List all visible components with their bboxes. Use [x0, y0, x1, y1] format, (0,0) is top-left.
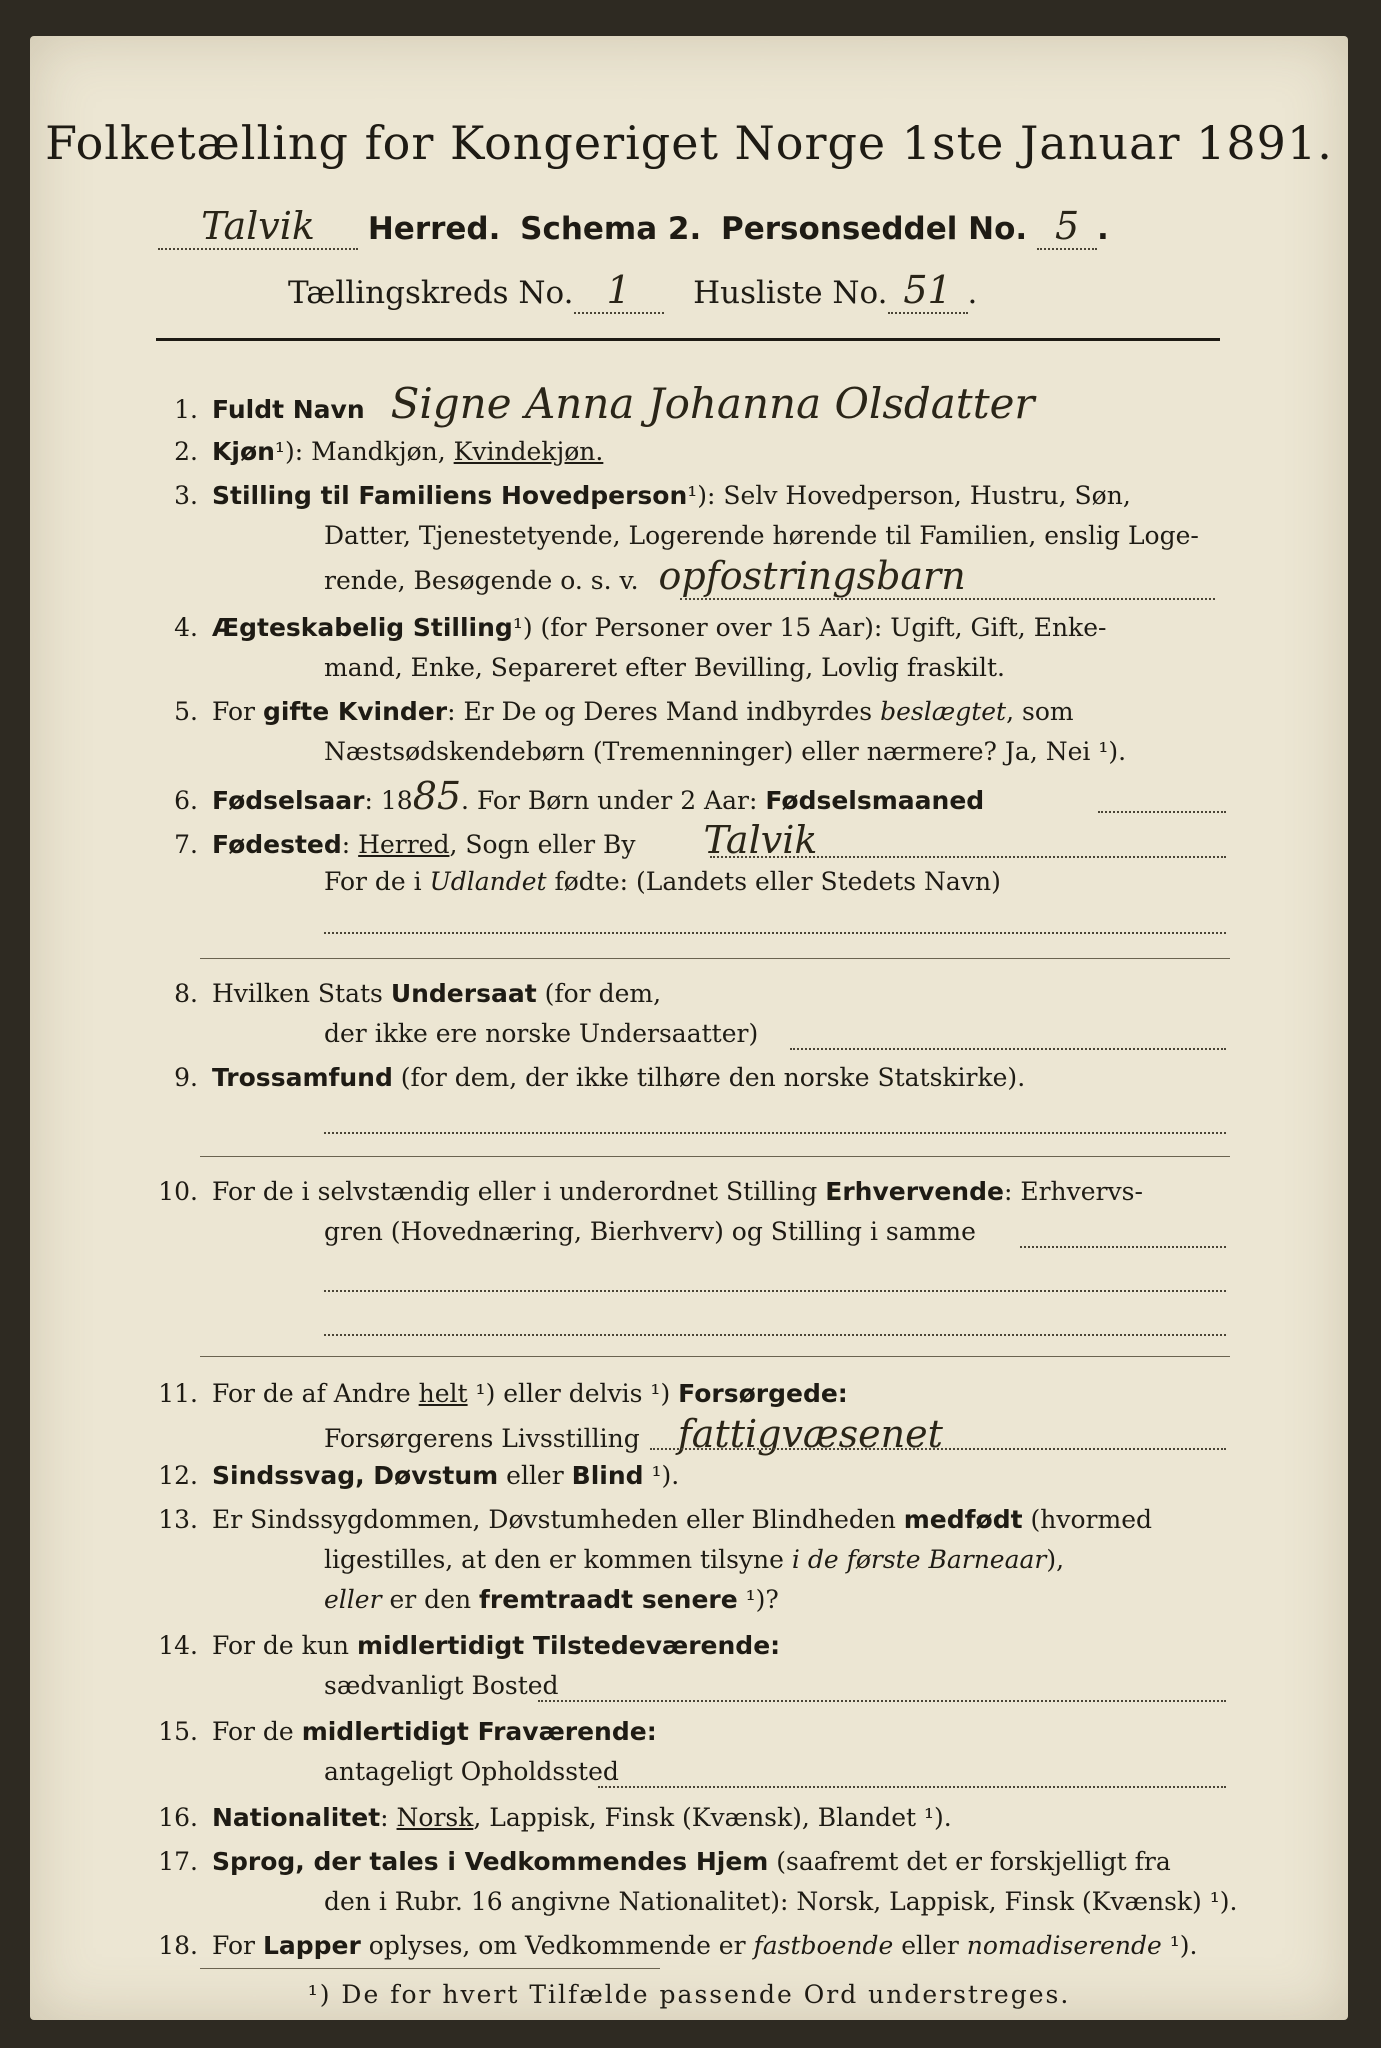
header-line-2: Tællingskreds No. 1 Husliste No. 51 . [288, 268, 978, 312]
item-7-birthplace: 7. Fødested: Herred, Sogn eller By Talvik [174, 818, 818, 862]
item-8-citizenship: 8. Hvilken Stats Undersaat (for dem, [174, 979, 662, 1008]
item-16-nationality: 16. Nationalitet: Norsk, Lappisk, Finsk (Kvænsk), Blandet ¹). [158, 1803, 952, 1832]
item-2-gender: 2. Kjøn¹): Mandkjøn, Kvindekjøn. [174, 437, 604, 466]
item-18-lapps: 18. For Lapper oplyses, om Vedkommende er fastboende eller nomadiserende ¹). [158, 1931, 1198, 1960]
full-name-label: Fuldt Navn [212, 395, 365, 424]
herred-name-handwritten: Talvik [201, 204, 315, 248]
schema-label: Schema 2. [520, 211, 702, 247]
birthplace-handwritten: Talvik [703, 818, 818, 862]
kreds-number: 1 [606, 268, 631, 312]
personseddel-label: Personseddel No. [721, 211, 1028, 247]
item-17-language: 17. Sprog, der tales i Vedkommendes Hjem (saafremt det er forskjelligt fra [158, 1847, 1171, 1876]
item-5-married-women: 5. For gifte Kvinder: Er De og Deres Mand indbyrdes beslægtet, som [174, 697, 1074, 726]
item-1-full-name: 1. Fuldt Navn Signe Anna Johanna Olsdatter [174, 379, 1035, 428]
full-name-handwritten: Signe Anna Johanna Olsdatter [390, 379, 1035, 428]
herred-label: Herred. [367, 211, 501, 247]
footnote: ¹) De for hvert Tilfælde passende Ord understreges. [307, 1980, 1071, 2009]
form-title: Folketælling for Kongeriget Norge 1ste Januar 1891. [45, 116, 1333, 170]
item-10-occupation: 10. For de i selvstændig eller i underordnet Stilling Erhvervende: Erhvervs- [158, 1177, 1143, 1206]
gender-selected-underlined: Kvindekjøn. [453, 437, 604, 466]
birth-year-handwritten: 85 [412, 774, 462, 818]
item-4-marital-status: 4. Ægteskabelig Stilling¹) (for Personer over 15 Aar): Ugift, Gift, Enke- [174, 613, 1107, 642]
header-line-1: Talvik Herred. Schema 2. Personseddel No. 5 . [158, 204, 1109, 250]
census-form-sheet: Folketælling for Kongeriget Norge 1ste Januar 1891. Talvik Herred. Schema 2. Personseddel No. 5 . Tællingskreds No. 1 Husliste No. 51 . 1. Fuldt Navn Signe Anna Johanna Olsdatter 2. Kjøn¹): Mandkjøn, Kvindekjøn. 3. Stilling til Familiens Hovedperson¹): Selv Hovedperson, Hustru, Søn, Datter, Tjenestetyende, Logerende hørende til Familien, enslig Loge- rende, Besøgende o. s. v. opfostringsbarn 4. Ægteskabelig Stilling¹) (for Personer over 15 Aar): Ugift, Gift, Enke- mand, Enke, Separeret efter Bevilling, Lovlig fraskilt. 5. For gifte Kvinder: Er De og Deres Mand indbyrdes beslægtet, som Næstsødskendebørn (Tremenninger) eller nærmere? Ja, Nei ¹). 6. Fødselsaar: 1885. For Børn under 2 Aar: Fødselsmaaned 7. Fødested: Herred, Sogn eller By Talvik For de i Udlandet fødte: (Landets eller Stedets Navn) 8. Hvilken Stats Undersaat (for dem, der ikke ere norske Undersaatter) 9. Trossamfund (for dem, der ikke tilhøre den norske Statskirke). 10. For de i selvstændig eller i underordnet Stilling Erhvervende: Erhvervs- gren (Hovednæring, Bierhverv) og Stilling i samme 11. For de af Andre helt ¹) eller delvis ¹) Forsørgede: Forsørgerens Livsstilling fattigvæsenet 12. Sindssvag, Døvstum eller Blind ¹). 13. Er Sindssygdommen, Døvstumheden eller Blindheden medfødt (hvormed ligestilles, at den er kommen tilsyne i de første Barneaar), eller er den fremtraadt senere ¹)? 14. For de kun midlertidigt Tilstedeværende: sædvanligt Bosted 15. For de midlertidigt Fraværende: antageligt Opholdssted 16. Nationalitet: Norsk, Lappisk, Finsk (Kvænsk), Blandet ¹). 17. Sprog, der tales i Vedkommendes Hjem (saafremt det er forskjelligt fra den i Rubr. 16 angivne Nationalitet): Norsk, Lappisk, Finsk (Kvænsk) ¹). 18. For Lapper oplyses, om Vedkommende er fastboende eller nomadiserende ¹). ¹) De for hvert Tilfælde passende Ord understreges. [30, 36, 1348, 2020]
provider-handwritten: fattigvæsenet [677, 1412, 943, 1456]
kreds-label: Tællingskreds No. [288, 275, 574, 311]
item-13-congenital: 13. Er Sindssygdommen, Døvstumheden eller Blindheden medfødt (hvormed [158, 1505, 1152, 1534]
husliste-number: 51 [903, 268, 952, 312]
husliste-label: Husliste No. [693, 275, 888, 311]
item-14-temporarily-present: 14. For de kun midlertidigt Tilstedeværende: [158, 1631, 781, 1660]
header-rule [156, 338, 1220, 341]
item-3-household-position: 3. Stilling til Familiens Hovedperson¹): Selv Hovedperson, Hustru, Søn, [174, 481, 1131, 510]
item-12-disability: 12. Sindssvag, Døvstum eller Blind ¹). [158, 1461, 680, 1490]
personseddel-number: 5 [1054, 204, 1080, 248]
item-9-religion: 9. Trossamfund (for dem, der ikke tilhøre den norske Statskirke). [174, 1063, 1026, 1092]
household-position-handwritten: opfostringsbarn [658, 554, 966, 598]
item-11-supported: 11. For de af Andre helt ¹) eller delvis ¹) Forsørgede: [158, 1379, 848, 1408]
item-15-temporarily-absent: 15. For de midlertidigt Fraværende: [158, 1717, 657, 1746]
item-6-birth-year: 6. Fødselsaar: 1885. For Børn under 2 Aar: Fødselsmaaned [174, 774, 985, 818]
